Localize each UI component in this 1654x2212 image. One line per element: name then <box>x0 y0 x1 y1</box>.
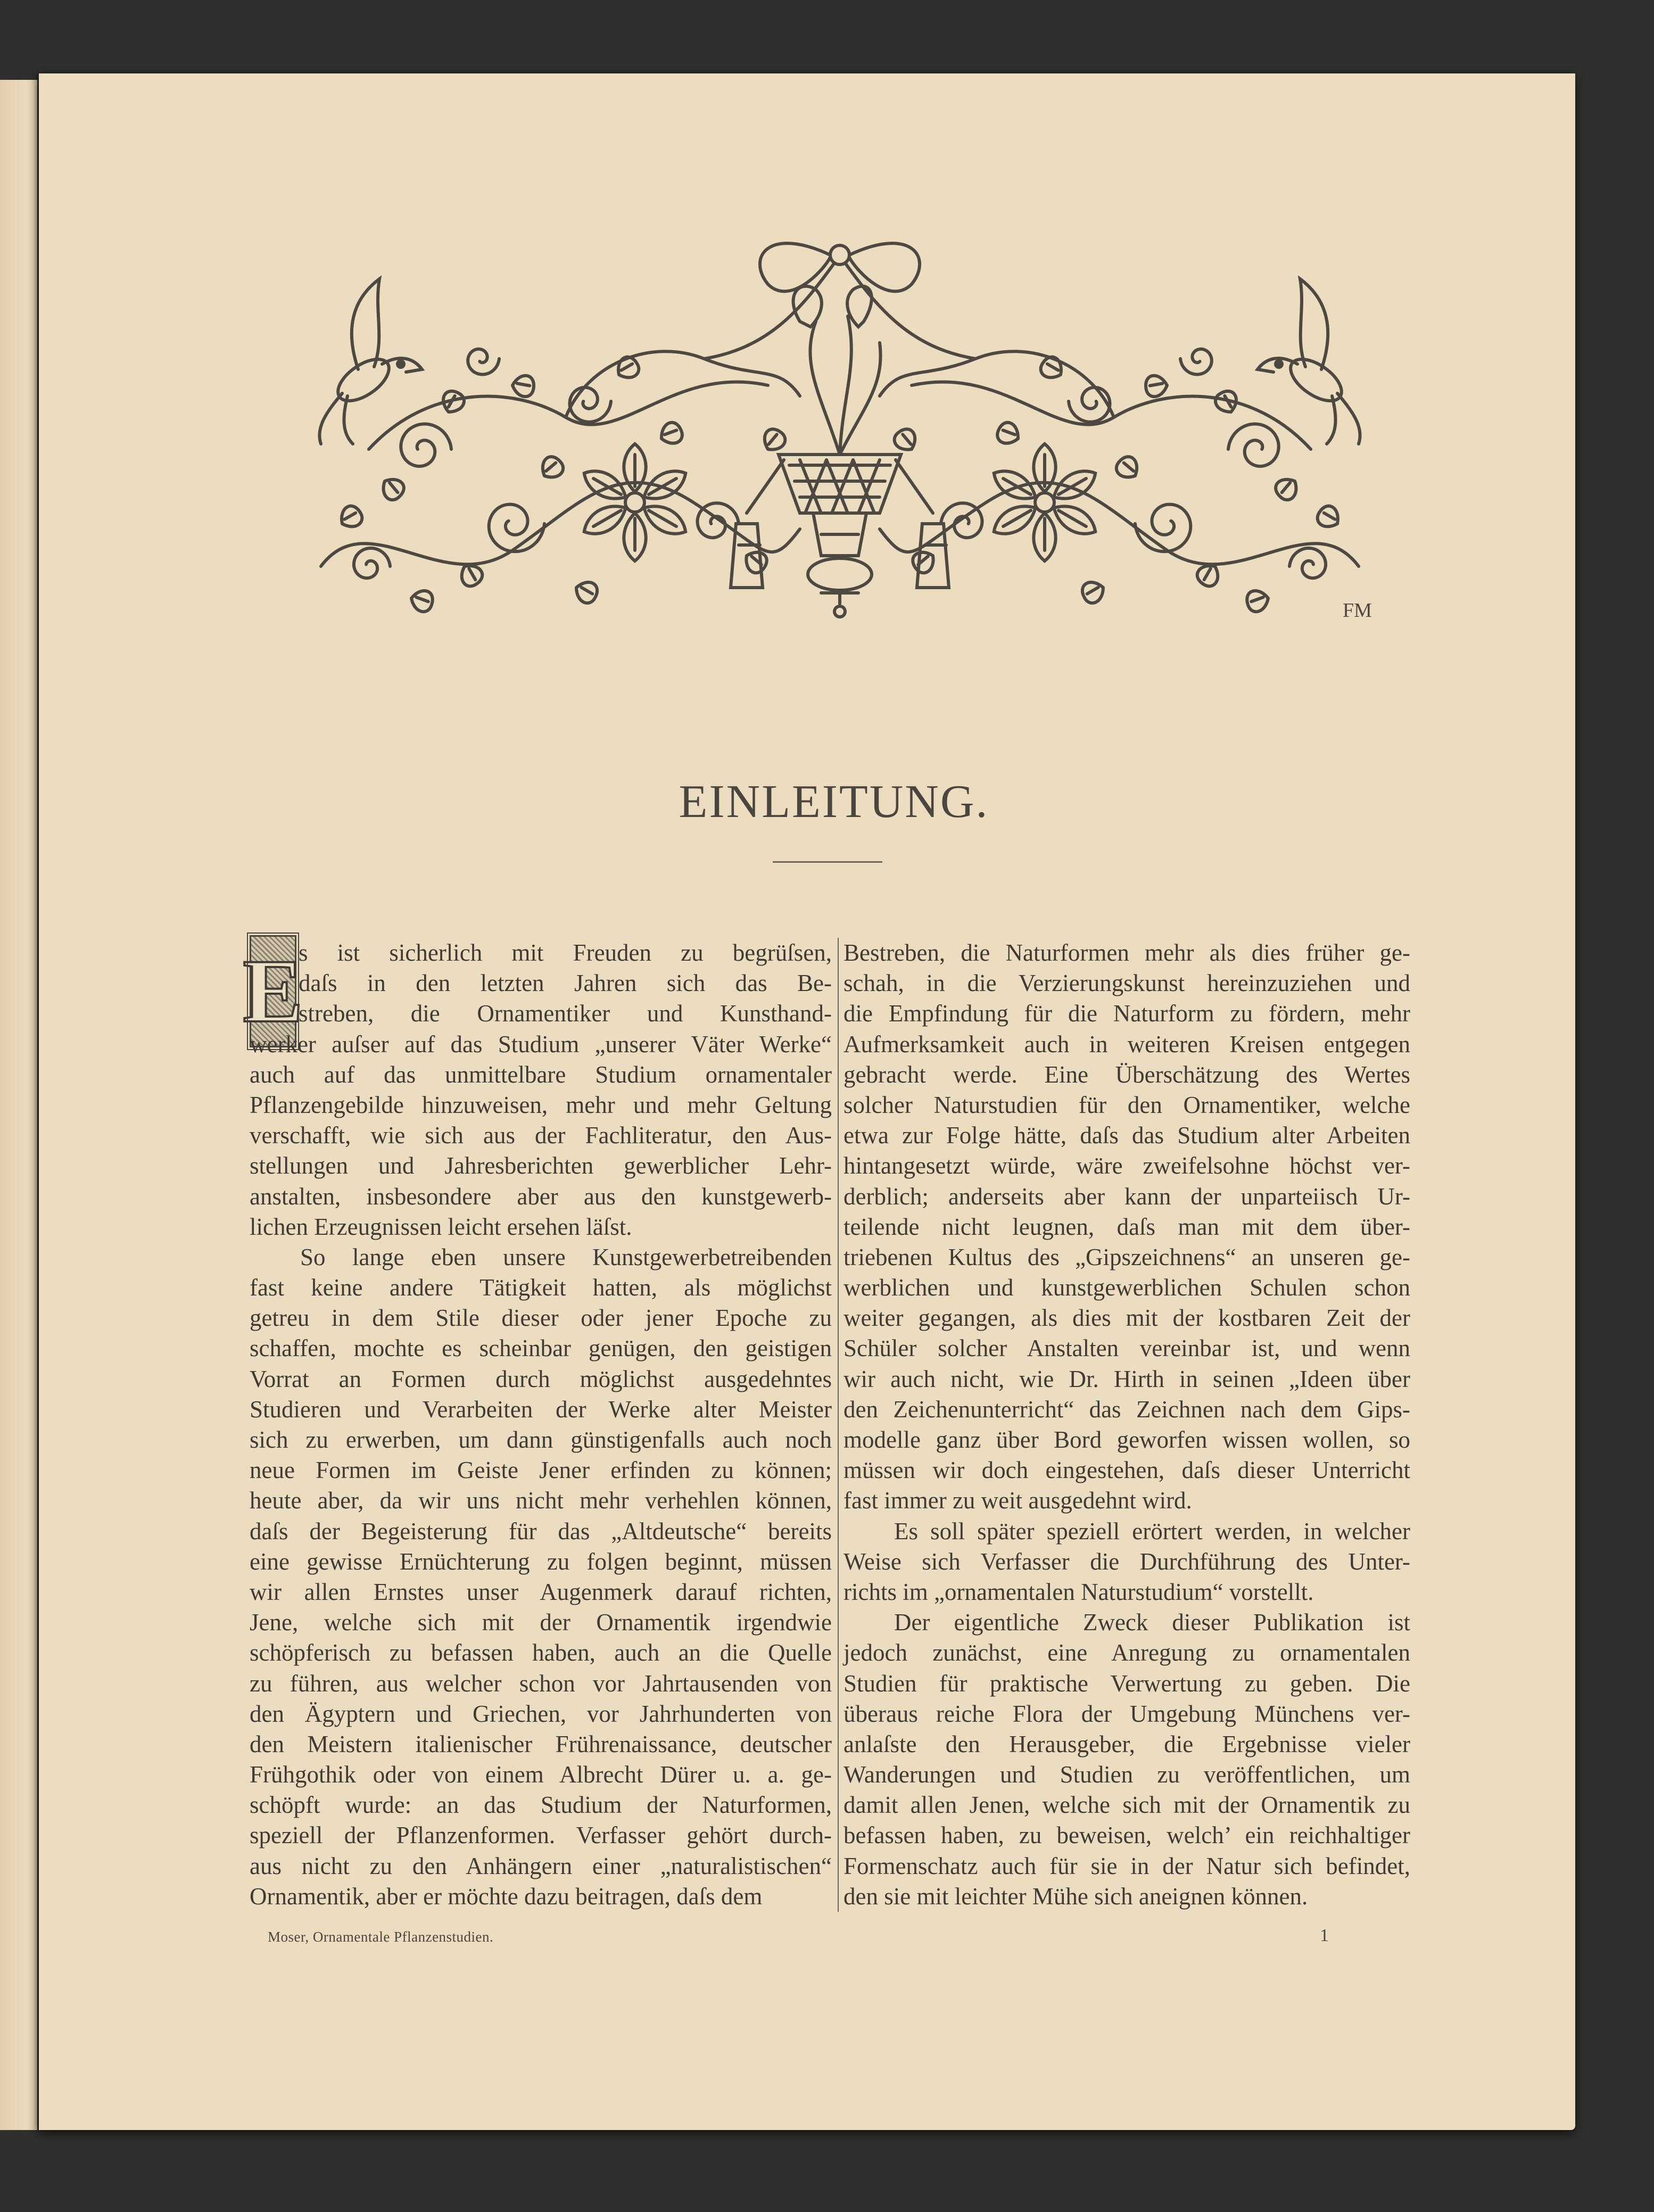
title-rule <box>773 861 882 863</box>
text-line: etwa zur Folge hätte, daſs das Studium alter Arbeiten <box>843 1122 1410 1149</box>
text-line: die Empfindung für die Naturform zu fördern, mehr <box>843 1000 1410 1027</box>
running-footer-title: Moser, Ornamentale Pflanzenstudien. <box>268 1929 494 1945</box>
text-line: Vorrat an Formen durch möglichst ausgedehntes <box>250 1365 832 1392</box>
text-line: Bestreben, die Naturformen mehr als dies früher ge- <box>843 939 1410 966</box>
text-line: den sie mit leichter Mühe sich aneignen können. <box>843 1883 1308 1910</box>
drop-cap-initial: E <box>250 935 296 1047</box>
text-line: So lange eben unsere Kunstgewerbetreibenden <box>300 1243 832 1270</box>
text-line: Es soll später speziell erörtert werden, in welcher <box>894 1517 1410 1545</box>
text-line: auch auf das unmittelbare Studium ornamentaler <box>250 1061 832 1088</box>
text-line: anlaſste den Herausgeber, die Ergebnisse vieler <box>843 1730 1410 1757</box>
text-line: fast immer zu weit ausgedehnt wird. <box>843 1487 1192 1514</box>
text-line: Schüler solcher Anstalten vereinbar ist, und wenn <box>843 1335 1410 1362</box>
text-line: werker auſser auf das Studium „unserer Väter Werke“ <box>250 1030 832 1058</box>
text-line: zu führen, aus welcher schon vor Jahrtausenden von <box>250 1670 832 1697</box>
text-line: s ist sicherlich mit Freuden zu begrüſsen, <box>299 939 832 966</box>
text-line: den Meistern italienischer Frührenaissance, deutscher <box>250 1730 832 1757</box>
text-line: richts im „ornamentalen Naturstudium“ vorstellt. <box>843 1578 1314 1605</box>
text-line: eine gewisse Ernüchterung zu folgen beginnt, müssen <box>250 1548 832 1575</box>
text-line: Frühgothik oder von einem Albrecht Dürer u. a. ge- <box>250 1761 832 1788</box>
text-line: damit allen Jenen, welche sich mit der Ornamentik zu <box>843 1792 1410 1819</box>
text-line: sich zu erwerben, um dann günstigenfalls auch noch <box>250 1426 832 1453</box>
text-line: Ornamentik, aber er möchte dazu beitragen, daſs dem <box>250 1883 763 1910</box>
text-line: streben, die Ornamentiker und Kunsthand- <box>299 1000 832 1027</box>
text-line: befassen haben, zu beweisen, welch’ ein reichhaltiger <box>843 1822 1410 1849</box>
text-line: teilende nicht leugnen, daſs man mit dem über- <box>843 1213 1410 1240</box>
text-line: daſs in den letzten Jahren sich das Be- <box>299 970 832 997</box>
text-line: überaus reiche Flora der Umgebung Münchens ver- <box>843 1700 1410 1727</box>
text-line: verschafft, wie sich aus der Fachliteratur, den Aus- <box>250 1122 832 1149</box>
text-line: werblichen und kunstgewerblichen Schulen schon <box>843 1274 1410 1301</box>
text-column-left <box>250 938 832 1912</box>
text-line: Studieren und Verarbeiten der Werke alter Meister <box>250 1396 832 1423</box>
text-line: hintangesetzt würde, wäre zweifelsohne höchst ver- <box>843 1152 1410 1179</box>
text-line: modelle ganz über Bord geworfen wissen wollen, so <box>843 1426 1410 1453</box>
text-line: lichen Erzeugnissen leicht ersehen läſst. <box>250 1213 632 1240</box>
chapter-title: EINLEITUNG. <box>679 776 989 828</box>
text-line: wir allen Ernstes unser Augenmerk darauf richten, <box>250 1578 832 1605</box>
text-line: fast keine andere Tätigkeit hatten, als möglichst <box>250 1274 832 1301</box>
text-line: schöpferisch zu befassen haben, auch an die Quelle <box>250 1639 832 1666</box>
text-line: Weise sich Verfasser die Durchführung des Unter- <box>843 1548 1410 1575</box>
text-line: müssen wir doch eingestehen, daſs dieser Unterricht <box>843 1457 1410 1484</box>
text-line: aus nicht zu den Anhängern einer „naturalistischen“ <box>250 1852 832 1879</box>
text-line: weiter gegangen, als dies mit der kostbaren Zeit der <box>843 1305 1410 1332</box>
text-line: Aufmerksamkeit auch in weiteren Kreisen entgegen <box>843 1030 1410 1058</box>
text-line: Wanderungen und Studien zu veröffentlichen, um <box>843 1761 1410 1788</box>
text-line: Pflanzengebilde hinzuweisen, mehr und mehr Geltung <box>250 1091 832 1118</box>
text-line: Formenschatz auch für sie in der Natur sich befindet, <box>843 1852 1410 1879</box>
text-column-right <box>843 938 1410 1912</box>
column-divider <box>838 938 839 1912</box>
ornament-signature: FM <box>1343 599 1372 622</box>
text-line: wir auch nicht, wie Dr. Hirth in seinen „Ideen über <box>843 1365 1410 1392</box>
text-line: den Zeichenunterricht“ das Zeichnen nach dem Gips- <box>843 1396 1410 1423</box>
text-line: solcher Naturstudien für den Ornamentiker, welche <box>843 1091 1410 1118</box>
text-line: den Ägyptern und Griechen, vor Jahrhunderten von <box>250 1700 832 1727</box>
text-line: anstalten, insbesondere aber aus den kunstgewerb- <box>250 1183 832 1210</box>
text-line: neue Formen im Geiste Jener erfinden zu können; <box>250 1457 832 1484</box>
text-line: derblich; anderseits aber kann der unparteiisch Ur- <box>843 1183 1410 1210</box>
text-line: gebracht werde. Eine Überschätzung des Wertes <box>843 1061 1410 1088</box>
text-line: schaffen, mochte es scheinbar genügen, den geistigen <box>250 1335 832 1362</box>
text-line: Jene, welche sich mit der Ornamentik irgendwie <box>250 1609 832 1636</box>
text-line: heute aber, da wir uns nicht mehr verhehlen können, <box>250 1487 832 1514</box>
headpiece-ornament <box>289 226 1391 622</box>
facing-page-edge <box>0 80 37 2130</box>
text-line: jedoch zunächst, eine Anregung zu ornamentalen <box>843 1639 1410 1666</box>
text-line: speziell der Pflanzenformen. Verfasser gehört durch- <box>250 1822 832 1849</box>
text-line: getreu in dem Stile dieser oder jener Epoche zu <box>250 1305 832 1332</box>
text-line: schöpft wurde: an das Studium der Naturformen, <box>250 1792 832 1819</box>
text-line: schah, in die Verzierungskunst hereinzuziehen und <box>843 970 1410 997</box>
text-line: Der eigentliche Zweck dieser Publikation ist <box>894 1609 1410 1636</box>
text-line: triebenen Kultus des „Gipszeichnens“ an unseren ge- <box>843 1243 1410 1270</box>
page-number: 1 <box>1320 1926 1329 1945</box>
text-line: stellungen und Jahresberichten gewerblicher Lehr- <box>250 1152 832 1179</box>
text-line: Studien für praktische Verwertung zu geben. Die <box>843 1670 1410 1697</box>
text-line: daſs der Begeisterung für das „Altdeutsche“ bereits <box>250 1517 832 1545</box>
